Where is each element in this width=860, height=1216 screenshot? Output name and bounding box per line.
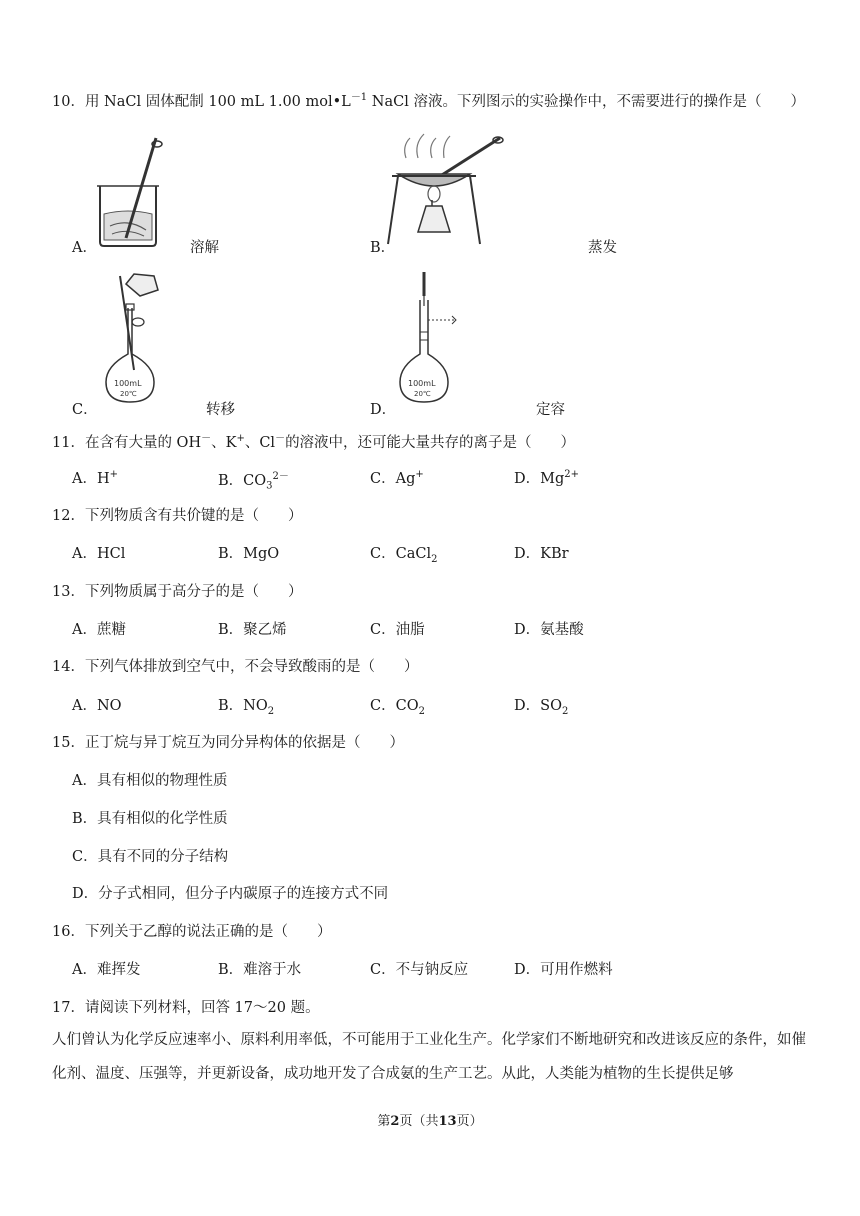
q14-option-a[interactable]: A．NO [72,698,122,714]
q16-option-b[interactable]: B．难溶于水 [218,962,302,978]
q15-option-c[interactable]: C．具有不同的分子结构 [72,849,229,865]
option-d-letter: D． [370,402,397,418]
option-a-caption: 溶解 [190,240,219,256]
q11-option-a[interactable]: A．H+ [72,469,119,487]
question-16-stem: 16．下列关于乙醇的说法正确的是（ ） [52,924,332,940]
q13-option-d[interactable]: D．氨基酸 [514,622,584,638]
q14-option-b[interactable]: B．$NO_2$ [218,698,275,717]
option-d-caption: 定容 [536,402,565,418]
total-pages: 13 [438,1114,457,1129]
q11-option-b[interactable]: B．$CO_3^{2-}$ [218,471,289,492]
flask-c-temp-label: 20℃ [120,390,137,398]
question-17-stem: 17．请阅读下列材料，回答 17～20 题。 [52,1000,320,1016]
q15-option-a[interactable]: A．具有相似的物理性质 [72,773,228,789]
option-b-caption: 蒸发 [588,240,617,256]
q13-option-b[interactable]: B．聚乙烯 [218,622,287,638]
option-a-letter: A． [72,240,97,256]
page-footer: 第2页（共13页） [377,1114,483,1129]
q13-option-c[interactable]: C．油脂 [370,622,425,638]
question-11-stem: 11．在含有大量的 OH－、K+、Cl－的溶液中，还可能大量共存的离子是（ ） [52,433,576,451]
q16-option-c[interactable]: C．不与钠反应 [370,962,469,978]
q12-option-c[interactable]: C．CaCl$_2$ [370,546,438,565]
q12-option-b[interactable]: B．MgO [218,546,280,562]
q16-option-a[interactable]: A．难挥发 [72,962,141,978]
q14-option-c[interactable]: C．$CO_2$ [370,698,425,717]
question-10-stem: 10．用 NaCl 固体配制 100 mL 1.00 $mol•L^{-1}$ NaCl 溶液。下列图示的实验操作中，不需要进行的操作是（ ） [52,92,805,110]
q11-option-c[interactable]: C．Ag+ [370,469,424,487]
q12-option-d[interactable]: D．KBr [514,546,569,562]
page-number: 2 [390,1114,400,1129]
q11-option-d[interactable]: D．$Mg^{2+}$ [514,469,580,487]
question-15-stem: 15．正丁烷与异丁烷互为同分异构体的依据是（ ） [52,735,404,751]
option-c-caption: 转移 [206,402,235,418]
question-14-stem: 14．下列气体排放到空气中，不会导致酸雨的是（ ） [52,659,419,675]
evaporating-dish-figure [384,128,504,248]
flask-transfer-figure [100,270,170,406]
question-13-stem: 13．下列物质属于高分子的是（ ） [52,584,303,600]
question-12-stem: 12．下列物质含有共价键的是（ ） [52,508,303,524]
flask-dropper-figure [398,270,470,406]
option-c-letter: C． [72,402,98,418]
flask-d-volume-label: 100mL [408,379,436,388]
q14-option-d[interactable]: D．$SO_2$ [514,698,569,717]
q12-option-a[interactable]: A．HCl [72,546,126,562]
q16-option-d[interactable]: D．可用作燃料 [514,962,613,978]
q15-option-b[interactable]: B．具有相似的化学性质 [72,811,228,827]
flask-d-temp-label: 20℃ [414,390,431,398]
beaker-dissolve-figure [92,134,172,250]
q15-option-d[interactable]: D．分子式相同，但分子内碳原子的连接方式不同 [72,886,389,902]
flask-c-volume-label: 100mL [114,379,142,388]
q13-option-a[interactable]: A．蔗糖 [72,622,126,638]
option-b-letter: B． [370,240,396,256]
reading-passage: 人们曾认为化学反应速率小、原料利用率低，不可能用于工业化生产。化学家们不断地研究和改进该反应的条件，如催化剂、温度、压强等，并更新设备，成功地开发了合成氨的生产工艺。从此，人类能为植物的生长提供足够 [52,1032,806,1082]
